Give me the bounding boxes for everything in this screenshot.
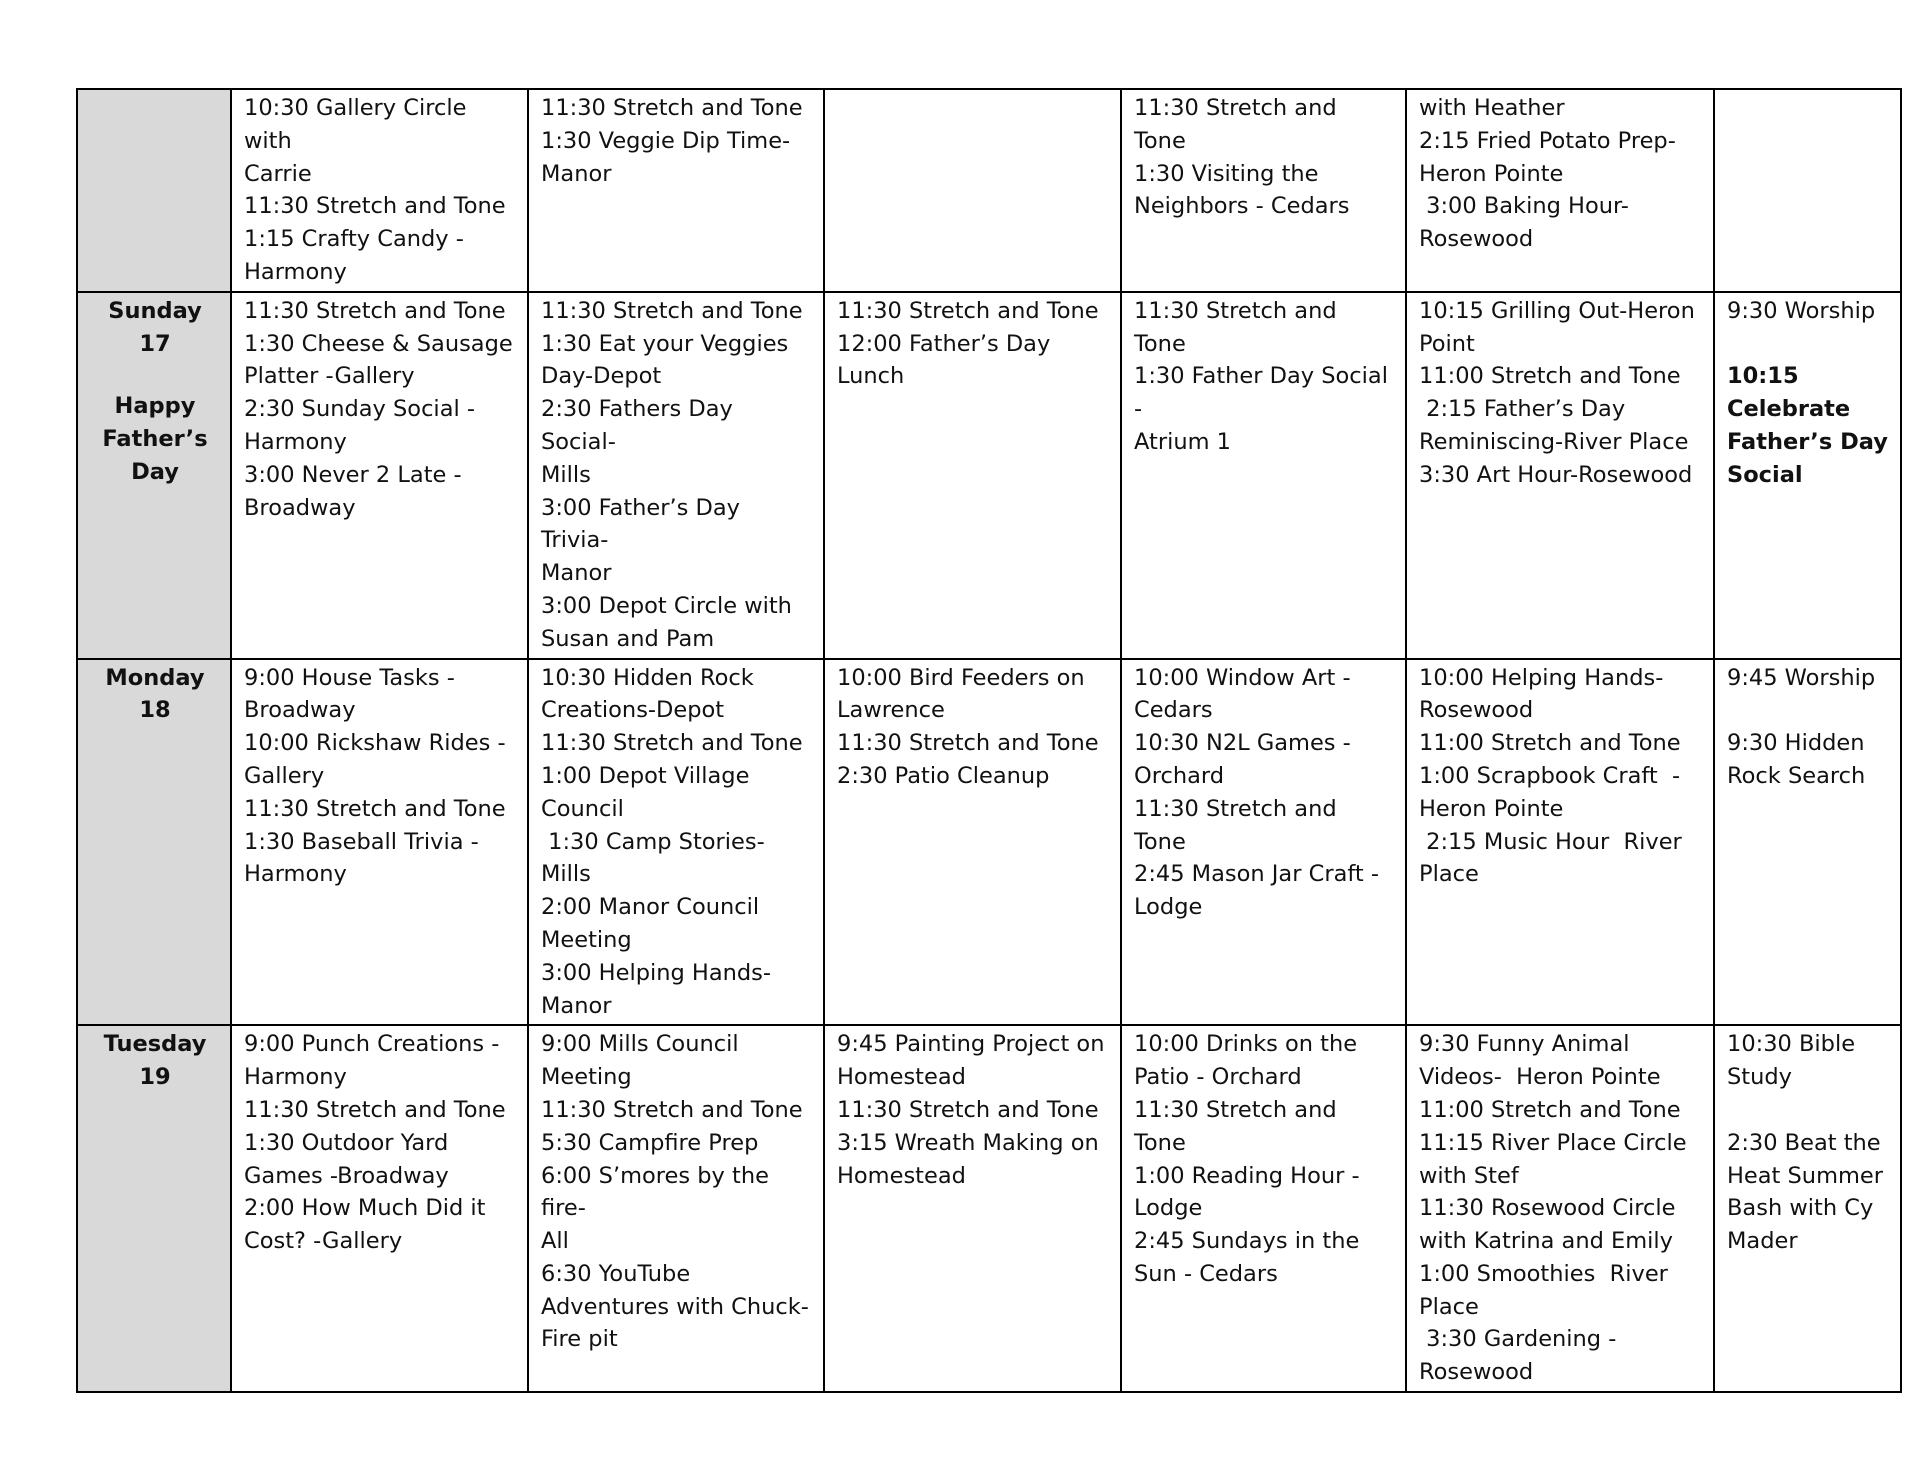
activity-line: 2:30 Patio Cleanup [837,762,1050,789]
activity-line: 9:00 House Tasks - [244,664,455,691]
activity-line: Meeting [541,1064,632,1091]
activity-line: 9:00 Punch Creations - [244,1031,500,1058]
activity-line: Fire pit [541,1326,618,1353]
activity-spacer [1727,694,1890,727]
activity-line: 11:30 Stretch and Tone [244,193,506,220]
activity-line: Heron Pointe [1419,160,1564,187]
day-label-line: Tuesday [103,1031,207,1058]
activity-line: 11:30 Stretch and Tone [244,1096,506,1123]
schedule-row-sunday-17 [77,292,1901,659]
activity-line: Place [1419,1293,1479,1320]
day-label-cell [77,659,231,1026]
activity-line: with Stef [1419,1162,1519,1189]
activity-line: 1:00 Depot Village [541,762,750,789]
activity-line: 10:00 Helping Hands- [1419,664,1664,691]
activity-cell-col-1 [231,1025,528,1392]
activity-line: 3:30 Art Hour-Rosewood [1419,461,1693,488]
activity-line: 9:45 Worship [1727,664,1876,691]
activity-line: Homestead [837,1162,966,1189]
activity-line: Harmony [244,1064,347,1091]
activity-line: 11:30 Stretch and Tone [541,95,803,121]
activity-line: 11:30 Stretch and Tone [541,1096,803,1123]
activity-line: Heat Summer [1727,1162,1883,1189]
activity-line: 11:30 Stretch and Tone [541,297,803,324]
activity-line: 3:00 Never 2 Late - [244,461,462,488]
activity-spacer [1727,328,1890,361]
activity-line: Carrie [244,160,312,187]
activity-line: 11:00 Stretch and Tone [1419,363,1681,390]
activity-cell-col-6 [1714,292,1901,659]
activity-line: Mills [541,461,591,488]
activity-line: Sun - Cedars [1134,1260,1278,1287]
activity-cell-col-5 [1406,292,1714,659]
activity-line: Platter -Gallery [244,363,415,390]
activity-schedule-table [76,88,1902,1393]
activity-line: 1:30 Father Day Social - [1134,363,1396,423]
activity-line: 10:00 Drinks on the [1134,1031,1358,1058]
day-spacer [90,360,220,390]
schedule-row-monday-18 [77,659,1901,1026]
activity-line: 11:30 Stretch and Tone [244,297,506,324]
day-label-line: Sunday [108,297,202,324]
activity-line: 1:15 Crafty Candy - [244,226,464,253]
activity-line: Lodge [1134,1195,1203,1222]
activity-line: Susan and Pam [541,625,715,652]
activity-line: Place [1419,861,1479,888]
activity-line: All [541,1228,569,1255]
activity-spacer [1727,1094,1890,1127]
day-label-line: Father’s Day [102,426,208,485]
activity-cell-col-2 [528,659,824,1026]
activity-line: Cost? -Gallery [244,1228,403,1255]
activity-line: Harmony [244,258,347,285]
day-label-cell [77,89,231,292]
activity-line: Rock Search [1727,762,1866,789]
activity-cell-col-3 [824,659,1121,1026]
activity-line: 10:30 Hidden Rock [541,664,754,691]
activity-line: Harmony [244,861,347,888]
activity-line: 2:15 Music Hour River [1419,828,1682,855]
activity-line: 1:00 Reading Hour - [1134,1162,1360,1189]
activity-line: 11:30 Rosewood Circle [1419,1195,1676,1222]
activity-line: Mader [1727,1228,1798,1255]
activity-cell-col-5 [1406,1025,1714,1392]
day-label-cell [77,1025,231,1392]
activity-cell-col-2 [528,1025,824,1392]
activity-line: Adventures with Chuck- [541,1293,809,1320]
activity-line: with Heather [1419,95,1565,121]
schedule-row-tuesday-19 [77,1025,1901,1392]
activity-line: 1:30 Eat your Veggies [541,330,789,357]
activity-line: Point [1419,330,1475,357]
activity-line: Rosewood [1419,697,1534,724]
activity-line: Meeting [541,926,632,953]
activity-line: 1:30 Cheese & Sausage [244,330,513,357]
activity-line: Social [1727,461,1803,488]
activity-line: 11:30 Stretch and Tone [1134,95,1344,154]
activity-line: 1:30 Camp Stories-Mills [541,828,765,888]
activity-line: Homestead [837,1064,966,1091]
activity-line: 11:30 Stretch and Tone [541,730,803,757]
activity-cell-col-6 [1714,659,1901,1026]
activity-line: 11:30 Stretch and Tone [837,730,1099,757]
activity-line: 10:30 Bible [1727,1031,1856,1058]
day-label-line: 18 [139,697,171,724]
activity-line: 3:15 Wreath Making on [837,1129,1099,1156]
activity-line: 10:15 [1727,363,1799,390]
activity-line: Broadway [244,697,356,724]
activity-cell-col-2 [528,89,824,292]
activity-line: 11:30 Stretch and Tone [1134,1096,1344,1156]
activity-line: 11:30 Stretch and Tone [837,297,1099,324]
activity-line: Videos- Heron Pointe [1419,1064,1661,1091]
activity-line: Games -Broadway [244,1162,449,1189]
activity-cell-col-3 [824,89,1121,292]
activity-line: 9:45 Painting Project on [837,1031,1105,1058]
activity-line: Celebrate [1727,396,1851,423]
activity-line: Broadway [244,494,356,521]
activity-line: 3:30 Gardening - [1419,1326,1617,1353]
activity-line: Harmony [244,428,347,455]
schedule-body [77,89,1901,1392]
activity-line: 10:00 Rickshaw Rides - [244,730,506,757]
activity-line: 9:30 Funny Animal [1419,1031,1630,1058]
activity-cell-col-5 [1406,659,1714,1026]
activity-line: 10:30 N2L Games - [1134,730,1351,757]
activity-line: Manor [541,992,612,1019]
activity-line: 1:00 Scrapbook Craft - [1419,762,1681,789]
activity-line: Lodge [1134,894,1203,921]
activity-line: 6:00 S’mores by the fire- [541,1162,777,1222]
activity-cell-col-4 [1121,292,1406,659]
activity-line: 10:00 Window Art - [1134,664,1351,691]
activity-line: 2:15 Fried Potato Prep- [1419,127,1676,154]
activity-line: 10:15 Grilling Out-Heron [1419,297,1695,324]
activity-line: 3:00 Father’s Day Trivia- [541,494,748,554]
activity-line: 10:30 Gallery Circle with [244,95,474,154]
activity-line: 11:30 Stretch and Tone [1134,795,1344,855]
activity-line: Patio - Orchard [1134,1064,1302,1091]
activity-line: 11:30 Stretch and Tone [244,795,506,822]
activity-line: Study [1727,1064,1792,1091]
activity-line: Manor [541,160,612,187]
activity-line: 2:45 Sundays in the [1134,1228,1360,1255]
activity-cell-col-3 [824,1025,1121,1392]
activity-cell-col-3 [824,292,1121,659]
activity-line: 1:00 Smoothies River [1419,1260,1668,1287]
activity-line: Cedars [1134,697,1213,724]
activity-line: 9:30 Worship [1727,297,1876,324]
activity-line: 11:00 Stretch and Tone [1419,1096,1681,1123]
activity-line: Rosewood [1419,226,1534,253]
activity-line: 2:30 Fathers Day Social- [541,396,740,455]
activity-line: 1:30 Veggie Dip Time- [541,127,791,154]
activity-cell-col-1 [231,659,528,1026]
activity-line: 1:30 Baseball Trivia - [244,828,479,855]
activity-line: 9:00 Mills Council [541,1031,739,1058]
day-label-line: Monday [105,664,205,691]
activity-line: 3:00 Depot Circle with [541,592,792,619]
activity-line: Father’s Day [1727,428,1888,455]
activity-line: 11:00 Stretch and Tone [1419,730,1681,757]
activity-cell-col-4 [1121,659,1406,1026]
day-label-line: 17 [139,330,171,357]
activity-line: Lunch [837,363,905,390]
activity-line: Gallery [244,762,325,789]
activity-cell-col-4 [1121,1025,1406,1392]
activity-line: Lawrence [837,697,945,724]
activity-line: 5:30 Campfire Prep [541,1129,759,1156]
activity-line: 11:30 Stretch and Tone [1134,297,1344,357]
activity-cell-col-5 [1406,89,1714,292]
activity-line: 3:00 Baking Hour- [1419,193,1629,220]
activity-line: with Katrina and Emily [1419,1228,1673,1255]
activity-cell-col-1 [231,292,528,659]
day-label-line: Happy [114,393,196,420]
activity-line: Heron Pointe [1419,795,1564,822]
activity-cell-col-2 [528,292,824,659]
activity-line: 2:45 Mason Jar Craft - [1134,861,1379,888]
activity-line: Atrium 1 [1134,428,1231,455]
activity-line: 11:30 Stretch and Tone [837,1096,1099,1123]
activity-line: Manor [541,560,612,587]
activity-line: 2:00 Manor Council [541,894,760,921]
activity-line: 2:15 Father’s Day [1419,396,1626,423]
activity-line: Council [541,795,624,822]
activity-line: 1:30 Outdoor Yard [244,1129,449,1156]
activity-line: 2:30 Beat the [1727,1129,1881,1156]
activity-cell-col-1 [231,89,528,292]
schedule-row-continued [77,89,1901,292]
activity-line: Creations-Depot [541,697,725,724]
activity-line: 9:30 Hidden [1727,730,1865,757]
day-label-line: 19 [139,1064,171,1091]
activity-cell-col-4 [1121,89,1406,292]
activity-line: 6:30 YouTube [541,1260,691,1287]
activity-line: 3:00 Helping Hands- [541,959,772,986]
activity-line: 10:00 Bird Feeders on [837,664,1085,691]
activity-line: Neighbors - Cedars [1134,193,1350,220]
activity-line: 2:30 Sunday Social - [244,396,475,423]
activity-line: 1:30 Visiting the [1134,160,1319,187]
activity-line: 12:00 Father’s Day [837,330,1051,357]
activity-line: 2:00 How Much Did it [244,1195,486,1222]
activity-line: Day-Depot [541,363,662,390]
activity-line: 11:15 River Place Circle [1419,1129,1687,1156]
day-label-cell [77,292,231,659]
activity-cell-col-6 [1714,89,1901,292]
activity-line: Orchard [1134,762,1225,789]
activity-cell-col-6 [1714,1025,1901,1392]
activity-line: Rosewood [1419,1359,1534,1386]
activity-line: Bash with Cy [1727,1195,1874,1222]
activity-line: Reminiscing-River Place [1419,428,1689,455]
